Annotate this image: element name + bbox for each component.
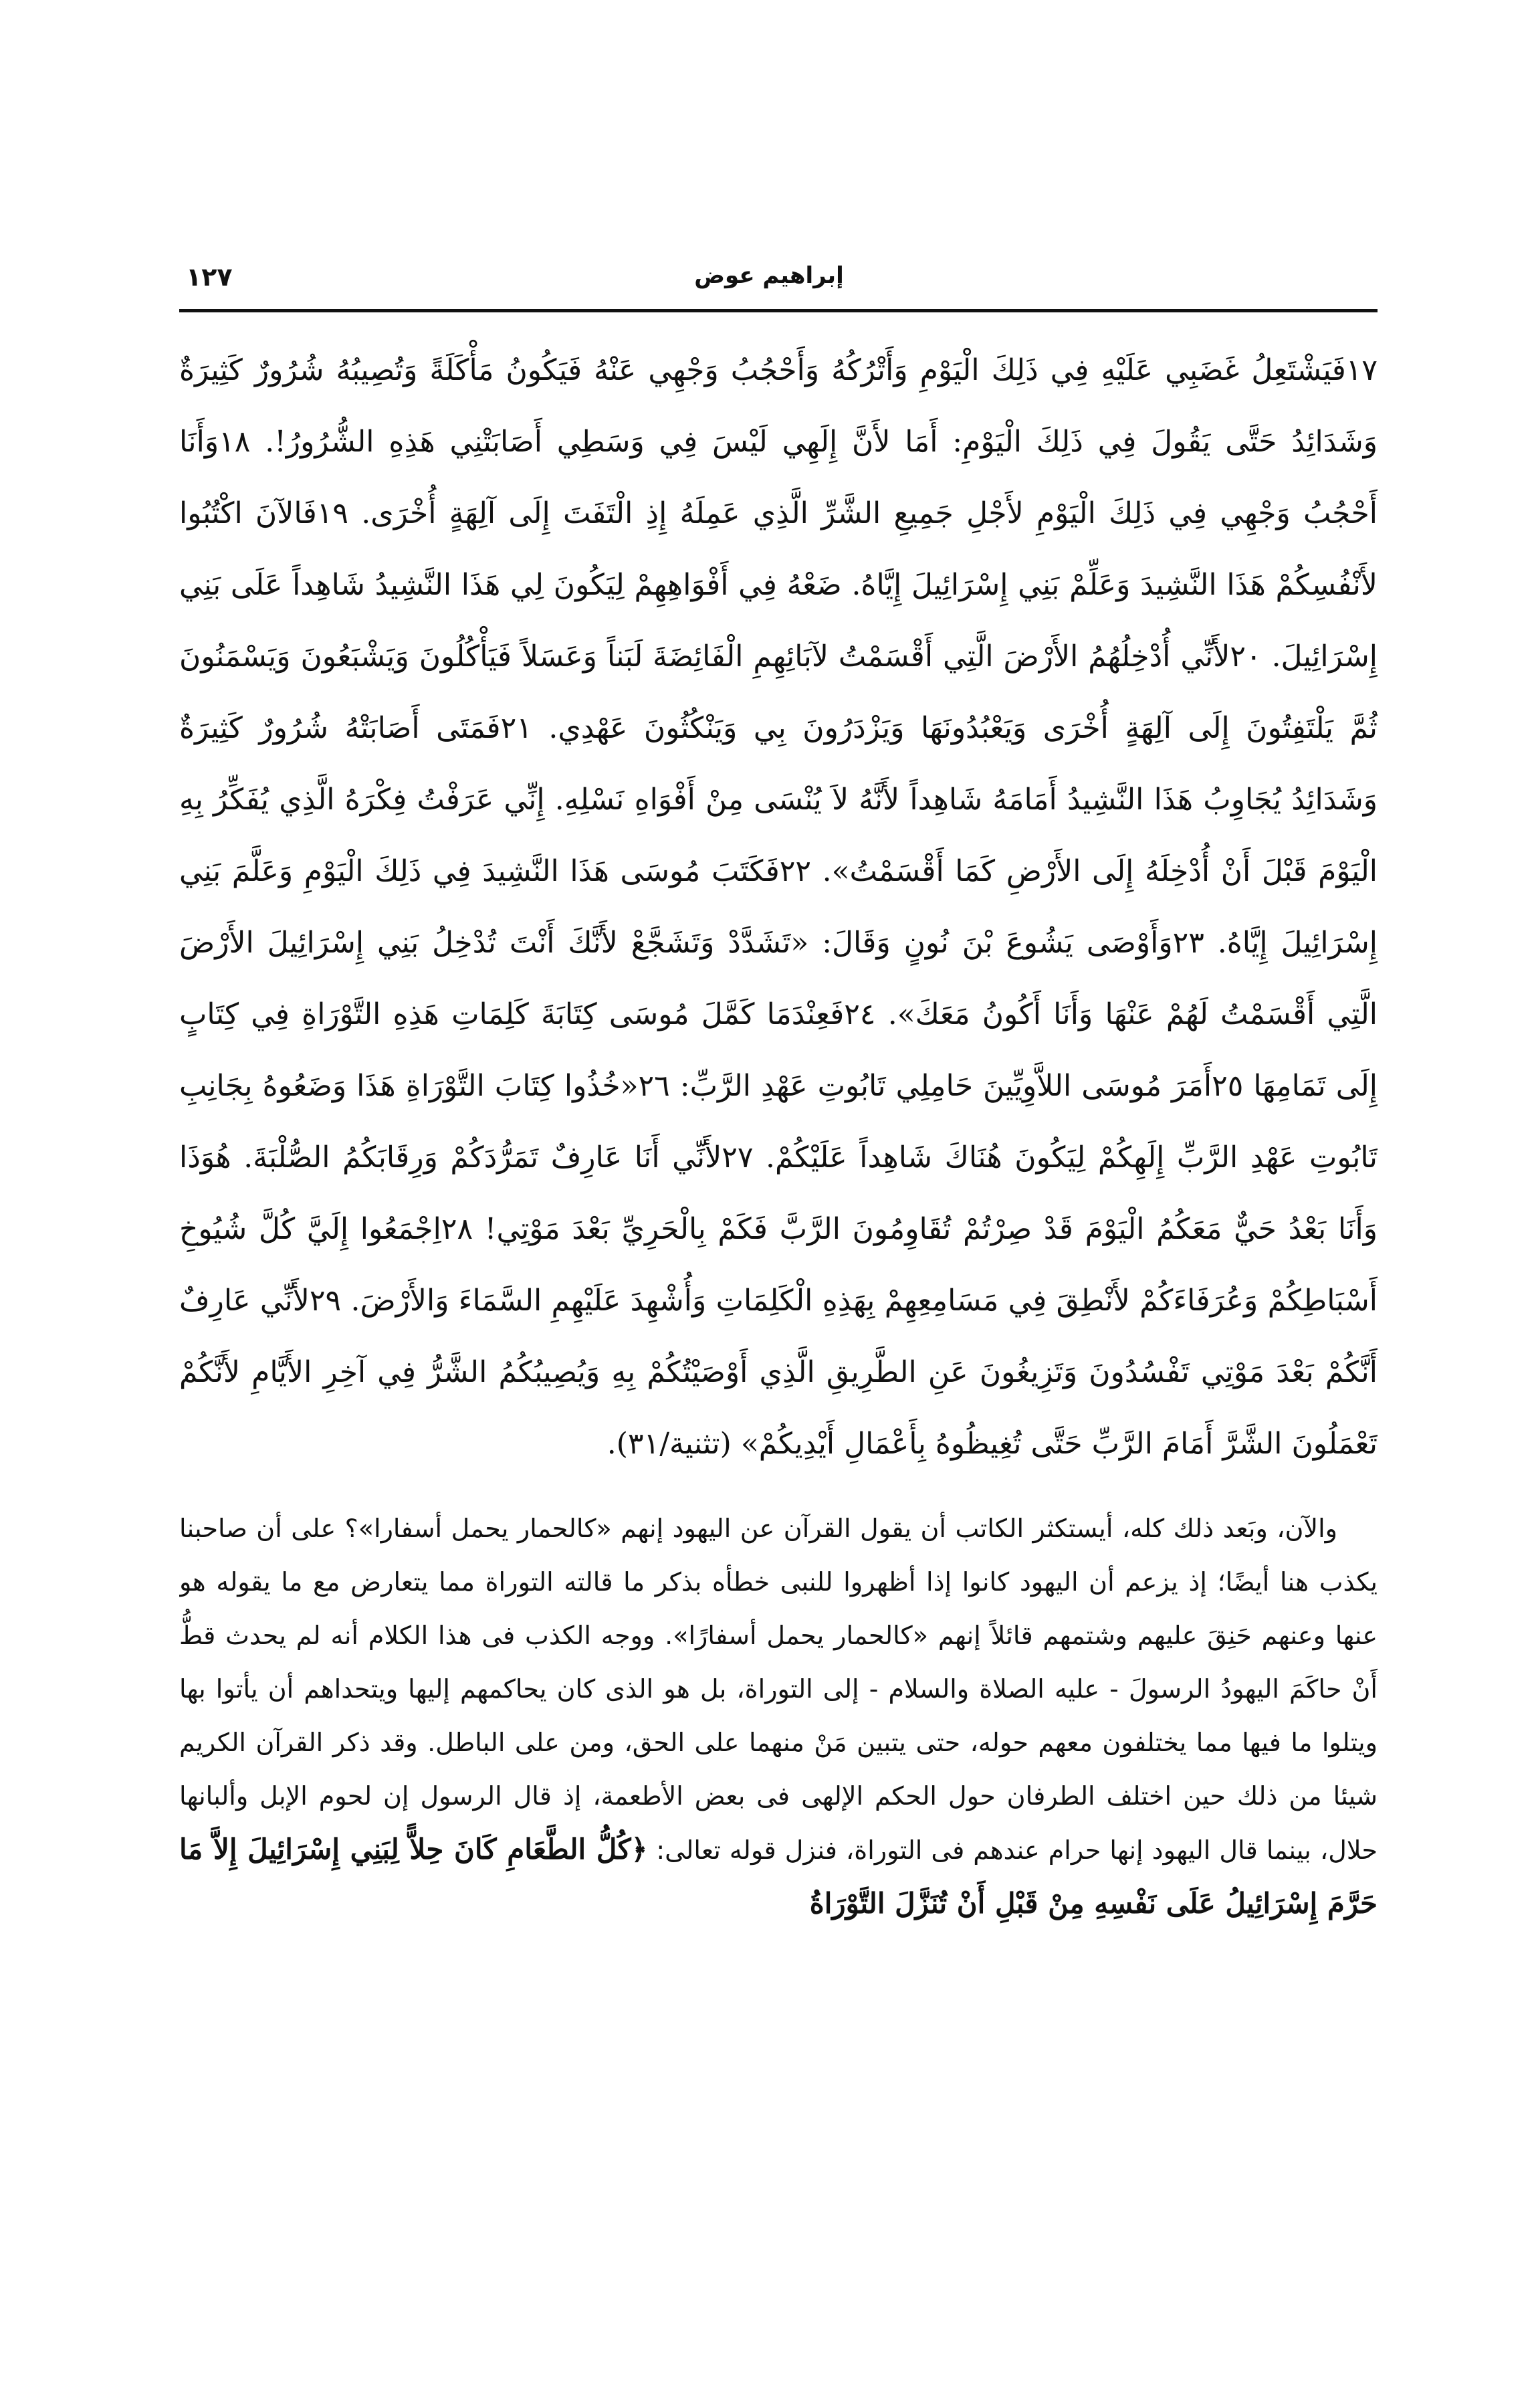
running-header xyxy=(179,262,1359,302)
body-paragraph xyxy=(179,1502,1378,1931)
scripture-quote xyxy=(179,334,1378,1485)
quran-quote: ﴿كُلُّ الطَّعَامِ كَانَ حِلاًّ لِبَنِي إِسْرَائِيلَ إِلاَّ مَا حَرَّمَ إِسْرَائِيلُ عَلَى نَفْسِهِ مِنْ قَبْلِ أَنْ تُنَزَّلَ التَّوْرَاةُ xyxy=(179,1833,1378,1920)
author-name: إبراهيم عوض xyxy=(694,262,844,289)
body-text xyxy=(179,1502,1378,2237)
page-number: ١٢٧ xyxy=(186,262,233,292)
quote-paragraph: ١٧فَيَشْتَعِلُ غَضَبِي عَلَيْهِ فِي ذَلِكَ الْيَوْمِ وَأَتْرُكُهُ وَأَحْجُبُ وَجْهِي عَنْهُ فَيَكُونُ مَأْكَلَةً وَتُصِيبُهُ شُرُورٌ كَثِيرَةٌ وَشَدَائِدُ حَتَّى يَقُولَ فِي ذَلِكَ الْيَوْمِ: أَمَا لأَنَّ إِلَهِي لَيْسَ فِي وَسَطِي أَصَابَتْنِي هَذِهِ الشُّرُورُ!. ١٨وَأَنَا أَحْجُبُ وَجْهِي فِي ذَلِكَ الْيَوْمِ لأَجْلِ جَمِيعِ الشَّرِّ الَّذِي عَمِلَهُ إِذِ الْتَفَتَ إِلَى آلِهَةٍ أُخْرَى. ١٩فَالآنَ اكْتُبُوا لأَنْفُسِكُمْ هَذَا النَّشِيدَ وَعَلِّمْ بَنِي إِسْرَائِيلَ إِيَّاهُ. ضَعْهُ فِي أَفْوَاهِهِمْ لِيَكُونَ لِي هَذَا النَّشِيدُ شَاهِداً عَلَى بَنِي إِسْرَائِيلَ. ٢٠لأَنِّي أُدْخِلُهُمُ الأَرْضَ الَّتِي أَقْسَمْتُ لآبَائِهِمِ الْفَائِضَةَ لَبَناً وَعَسَلاً فَيَأْكُلُونَ وَيَشْبَعُونَ وَيَسْمَنُونَ ثُمَّ يَلْتَفِتُونَ إِلَى آلِهَةٍ أُخْرَى وَيَعْبُدُونَهَا وَيَزْدَرُونَ بِي وَيَنْكُثُونَ عَهْدِي. ٢١فَمَتَى أَصَابَتْهُ شُرُورٌ كَثِيرَةٌ وَشَدَائِدُ يُجَاوِبُ هَذَا النَّشِيدُ أَمَامَهُ شَاهِداً لأَنَّهُ لاَ يُنْسَى مِنْ أَفْوَاهِ نَسْلِهِ. إِنِّي عَرَفْتُ فِكْرَهُ الَّذِي يُفَكِّرُ بِهِ الْيَوْمَ قَبْلَ أَنْ أُدْخِلَهُ إِلَى الأَرْضِ كَمَا أَقْسَمْتُ». ٢٢فَكَتَبَ مُوسَى هَذَا النَّشِيدَ فِي ذَلِكَ الْيَوْمِ وَعَلَّمَ بَنِي إِسْرَائِيلَ إِيَّاهُ. ٢٣وَأَوْصَى يَشُوعَ بْنَ نُونٍ وَقَالَ: «تَشَدَّدْ وَتَشَجَّعْ لأَنَّكَ أَنْتَ تُدْخِلُ بَنِي إِسْرَائِيلَ الأَرْضَ الَّتِي أَقْسَمْتُ لَهُمْ عَنْهَا وَأَنَا أَكُونُ مَعَكَ». ٢٤فَعِنْدَمَا كَمَّلَ مُوسَى كِتَابَةَ كَلِمَاتِ هَذِهِ التَّوْرَاةِ فِي كِتَابٍ إِلَى تَمَامِهَا ٢٥أَمَرَ مُوسَى اللاَّوِيِّينَ حَامِلِي تَابُوتِ عَهْدِ الرَّبِّ: ٢٦«خُذُوا كِتَابَ التَّوْرَاةِ هَذَا وَضَعُوهُ بِجَانِبِ تَابُوتِ عَهْدِ الرَّبِّ إِلَهِكُمْ لِيَكُونَ هُنَاكَ شَاهِداً عَلَيْكُمْ. ٢٧لأَنِّي أَنَا عَارِفٌ تَمَرُّدَكُمْ وَرِقَابَكُمُ الصُّلْبَةَ. هُوَذَا وَأَنَا بَعْدُ حَيٌّ مَعَكُمُ الْيَوْمَ قَدْ صِرْتُمْ تُقَاوِمُونَ الرَّبَّ فَكَمْ بِالْحَرِيِّ بَعْدَ مَوْتِي! ٢٨اِجْمَعُوا إِلَيَّ كُلَّ شُيُوخِ أَسْبَاطِكُمْ وَعُرَفَاءَكُمْ لأَنْطِقَ فِي مَسَامِعِهِمْ بِهَذِهِ الْكَلِمَاتِ وَأُشْهِدَ عَلَيْهِمِ السَّمَاءَ وَالأَرْضَ. ٢٩لأَنِّي عَارِفٌ أَنَّكُمْ بَعْدَ مَوْتِي تَفْسُدُونَ وَتَزِيغُونَ عَنِ الطَّرِيقِ الَّذِي أَوْصَيْتُكُمْ بِهِ وَيُصِيبُكُمُ الشَّرُّ فِي آخِرِ الأَيَّامِ لأَنَّكُمْ تَعْمَلُونَ الشَّرَّ أَمَامَ الرَّبِّ حَتَّى تُغِيظُوهُ بِأَعْمَالِ أَيْدِيكُمْ» (تثنية/٣١). xyxy=(179,353,1378,1461)
body-main-text: والآن، وبَعد ذلك كله، أيستكثر الكاتب أن يقول القرآن عن اليهود إنهم «كالحمار يحمل أسفارا»؟ على أن صاحبنا يكذب هنا أيضًا؛ إذ يزعم أن اليهود كانوا إذا أظهروا للنبى خطأه بذكر ما قالته التوراة مما يتعارض مع ما يقوله هو عنها وعنهم حَنِقَ عليهم وشتمهم قائلاً إنهم «كالحمار يحمل أسفارًا». ووجه الكذب فى هذا الكلام أنه لم يحدث قطُّ أَنْ حاكَمَ اليهودُ الرسولَ - عليه الصلاة والسلام - إلى التوراة، بل هو الذى كان يحاكمهم إليها ويتحداهم أن يأتوا بها ويتلوا ما فيها مما يختلفون معهم حوله، حتى يتبين مَنْ منهما على الحق، ومن على الباطل. وقد ذكر القرآن الكريم شيئا من ذلك حين اختلف الطرفان حول الحكم الإلهى فى بعض الأطعمة، إذ قال الرسول إن لحوم الإبل وألبانها حلال، بينما قال اليهود إنها حرام عندهم فى التوراة، فنزل قوله تعالى: xyxy=(179,1514,1378,1865)
header-rule xyxy=(179,309,1378,312)
